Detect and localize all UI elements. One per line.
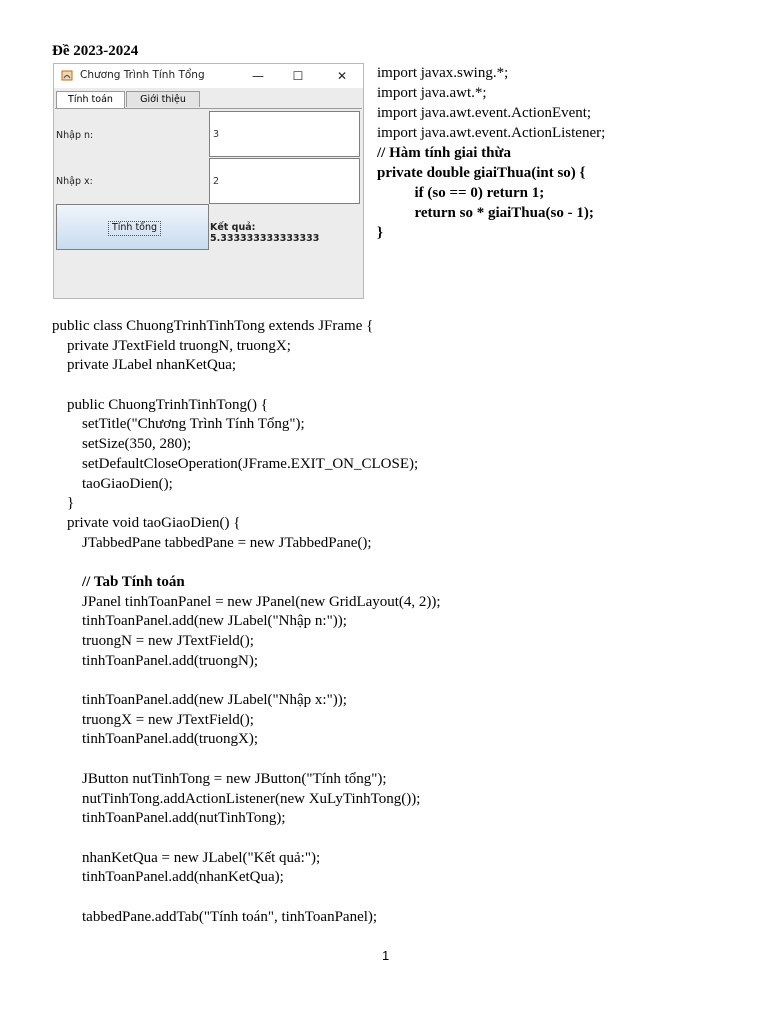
java-app-icon bbox=[61, 69, 73, 81]
input-n[interactable]: 3 bbox=[209, 111, 360, 157]
tab-gioi-thieu[interactable]: Giới thiệu bbox=[126, 91, 200, 107]
code-line: import java.awt.*; bbox=[377, 85, 487, 101]
code-line: truongN = new JTextField(); bbox=[52, 633, 254, 649]
code-line: JPanel tinhToanPanel = new JPanel(new GridLayout(4, 2)); bbox=[52, 593, 441, 610]
code-line: tinhToanPanel.add(new JLabel("Nhập n:")); bbox=[52, 613, 347, 630]
code-line: private JLabel nhanKetQua; bbox=[52, 357, 237, 374]
code-line: setSize(350, 280); bbox=[52, 436, 192, 453]
tinh-tong-button-label: Tính tổng bbox=[108, 221, 161, 236]
code-line: public ChuongTrinhTinhTong() { bbox=[52, 396, 268, 413]
code-line: tinhToanPanel.add(truongX); bbox=[52, 731, 258, 748]
result-label: Kết quả: 5.333333333333333 bbox=[210, 222, 320, 244]
title-bar bbox=[54, 64, 363, 88]
label-x: Nhập x: bbox=[56, 176, 93, 187]
code-line: setTitle("Chương Trình Tính Tổng"); bbox=[52, 416, 305, 433]
code-line: if (so == 0) return 1; bbox=[377, 185, 545, 201]
tinh-toan-panel bbox=[55, 108, 362, 299]
code-line: return so * giaiThua(so - 1); bbox=[377, 205, 594, 221]
code-line: nutTinhTong.addActionListener(new XuLyTinhTong()); bbox=[52, 790, 421, 807]
tinh-tong-button[interactable] bbox=[56, 204, 209, 250]
code-line: JButton nutTinhTong = new JButton("Tính tổng"); bbox=[52, 770, 387, 787]
page-number: 1 bbox=[382, 948, 390, 963]
code-line: public class ChuongTrinhTinhTong extends JFrame { bbox=[52, 318, 374, 334]
code-line bbox=[52, 750, 441, 770]
code-line: import javax.swing.*; bbox=[377, 65, 509, 81]
close-button[interactable]: ✕ bbox=[336, 69, 348, 83]
code-line: tabbedPane.addTab("Tính toán", tinhToanPanel); bbox=[52, 908, 378, 925]
code-line: import java.awt.event.ActionListener; bbox=[377, 125, 606, 141]
code-line: setDefaultCloseOperation(JFrame.EXIT_ON_CLOSE); bbox=[52, 455, 419, 472]
app-window-screenshot bbox=[53, 63, 364, 299]
code-line: taoGiaoDien(); bbox=[52, 475, 173, 492]
code-line: tinhToanPanel.add(truongN); bbox=[52, 652, 258, 669]
label-n: Nhập n: bbox=[56, 130, 94, 141]
code-line bbox=[52, 671, 441, 691]
code-line bbox=[52, 553, 441, 573]
code-line bbox=[52, 376, 441, 396]
code-line: nhanKetQua = new JLabel("Kết quả:"); bbox=[52, 849, 321, 866]
code-line: truongX = new JTextField(); bbox=[52, 711, 254, 728]
code-line: tinhToanPanel.add(nutTinhTong); bbox=[52, 810, 286, 827]
code-line: private JTextField truongN, truongX; bbox=[52, 337, 291, 354]
code-line: tinhToanPanel.add(new JLabel("Nhập x:")); bbox=[52, 692, 347, 709]
minimize-button[interactable]: — bbox=[252, 69, 264, 83]
code-line: // Tab Tính toán bbox=[52, 573, 185, 590]
tab-tinh-toan[interactable]: Tính toán bbox=[56, 91, 125, 108]
code-line: tinhToanPanel.add(nhanKetQua); bbox=[52, 869, 284, 886]
page-heading: Đề 2023-2024 bbox=[52, 43, 139, 59]
code-line: // Hàm tính giai thừa bbox=[377, 145, 512, 161]
code-imports-block bbox=[377, 63, 605, 243]
code-line: import java.awt.event.ActionEvent; bbox=[377, 105, 592, 121]
code-line bbox=[52, 888, 441, 908]
code-line: private void taoGiaoDien() { bbox=[52, 514, 241, 531]
main-code-block bbox=[52, 317, 441, 927]
code-line: } bbox=[377, 225, 383, 241]
maximize-button[interactable]: ☐ bbox=[292, 69, 304, 83]
window-title: Chương Trình Tính Tổng bbox=[80, 69, 205, 81]
code-line: } bbox=[52, 495, 75, 512]
code-line: private double giaiThua(int so) { bbox=[377, 165, 586, 181]
input-x[interactable]: 2 bbox=[209, 158, 360, 204]
code-line bbox=[52, 829, 441, 849]
code-line: JTabbedPane tabbedPane = new JTabbedPane(); bbox=[52, 534, 372, 551]
